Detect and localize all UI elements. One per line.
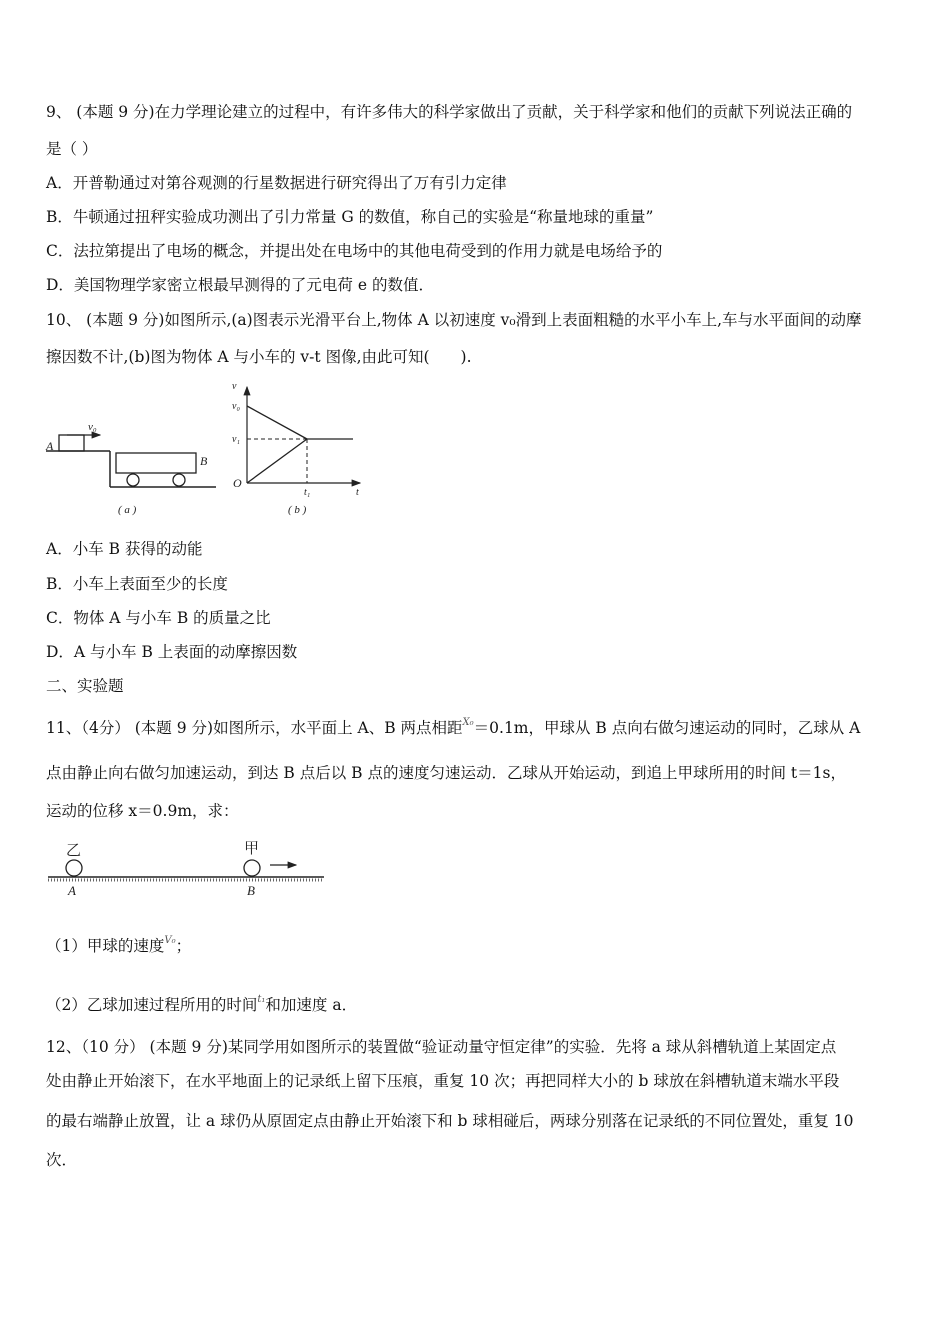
caption-a: ( a ) — [118, 504, 137, 516]
q11-stem-line3: 运动的位移 x＝0.9m，求： — [46, 802, 239, 820]
q11-sub2-end: 和加速度 a． — [265, 996, 358, 1014]
q9-stem-line1: 9、 (本题 9 分)在力学理论建立的过程中，有许多伟大的科学家做出了贡献，关于科学家和他们的贡献下列说法正确的 — [46, 103, 853, 121]
q12-line2: 处由静止开始滚下，在水平地面上的记录纸上留下压痕，重复 10 次；再把同样大小的 b 球放在斜槽轨道末端水平段 — [46, 1072, 840, 1090]
figure-a-cart-diagram — [45, 421, 216, 516]
q9-option-b: B．牛顿通过扭秤实验成功测出了引力常量 G 的数值，称自己的实验是“称量地球的重量” — [46, 208, 654, 226]
label-B: B — [247, 883, 255, 898]
q11-figure — [44, 835, 334, 900]
q10-figure — [40, 375, 380, 525]
figure-b-vt-graph — [232, 381, 360, 516]
label-B: B — [200, 454, 208, 468]
q11-stem-line2: 点由静止向右做匀加速运动，到达 B 点后以 B 点的速度匀速运动．乙球从开始运动，到追上甲球所用的时间 t＝1s， — [46, 764, 846, 782]
q10-stem-line2: 擦因数不计,(b)图为物体 A 与小车的 v-t 图像,由此可知( ). — [46, 348, 472, 366]
q12-line4: 次． — [46, 1151, 78, 1169]
q11-sub1-end: ； — [175, 937, 192, 955]
q9-option-d: D．美国物理学家密立根最早测得的了元电荷 e 的数值． — [46, 276, 434, 294]
label-yi: 乙 — [66, 843, 82, 859]
axis-label-t: t — [356, 487, 359, 498]
section-heading: 二、实验题 — [46, 677, 124, 695]
label-v0: v₀ — [88, 421, 97, 433]
q11-stem-line1b: ＝0.1m，甲球从 B 点向右做匀速运动的同时，乙球从 A — [473, 719, 861, 737]
v0-symbol: V₀ — [164, 935, 176, 946]
t1-symbol: t₁ — [257, 994, 266, 1005]
q11-sub1: （1）甲球的速度 — [46, 937, 165, 955]
q9-option-c: C．法拉第提出了电场的概念，并提出处在电场中的其他电荷受到的作用力就是电场给予的 — [46, 242, 663, 260]
tick-t1: t₁ — [304, 487, 311, 498]
q10-option-b: B．小车上表面至少的长度 — [46, 575, 228, 593]
q9-option-a: A．开普勒通过对第谷观测的行星数据进行研究得出了万有引力定律 — [46, 174, 507, 192]
q10-stem-line1: 10、 (本题 9 分)如图所示,(a)图表示光滑平台上,物体 A 以初速度 v₀滑到上表面粗糙的水平小车上,车与水平面间的动摩 — [46, 311, 862, 329]
q10-option-c: C．物体 A 与小车 B 的质量之比 — [46, 609, 271, 627]
x0-symbol: X₀ — [462, 717, 474, 728]
tick-v1: v₁ — [232, 434, 240, 445]
label-jia: 甲 — [244, 841, 260, 857]
q10-option-d: D．A 与小车 B 上表面的动摩擦因数 — [46, 643, 298, 661]
tick-v0: v₀ — [232, 401, 240, 412]
origin-O: O — [233, 476, 242, 490]
caption-b: ( b ) — [288, 504, 307, 516]
q9-stem-line2: 是（ ） — [46, 140, 98, 158]
axis-label-v: v — [232, 381, 237, 392]
q11-stem-line1a: 11、（4分） (本题 9 分)如图所示，水平面上 A、B 两点相距 — [46, 719, 463, 737]
q12-line3: 的最右端静止放置，让 a 球仍从原固定点由静止开始滚下和 b 球相碰后，两球分别落在记录纸的不同位置处，重复 10 — [46, 1112, 854, 1130]
q11-sub2: （2）乙球加速过程所用的时间 — [46, 996, 258, 1014]
label-A: A — [68, 883, 76, 898]
q10-option-a: A．小车 B 获得的动能 — [46, 540, 203, 558]
label-A: A — [46, 439, 54, 453]
q12-line1: 12、（10 分） (本题 9 分)某同学用如图所示的装置做“验证动量守恒定律”的实验．先将 a 球从斜槽轨道上某固定点 — [46, 1038, 837, 1056]
